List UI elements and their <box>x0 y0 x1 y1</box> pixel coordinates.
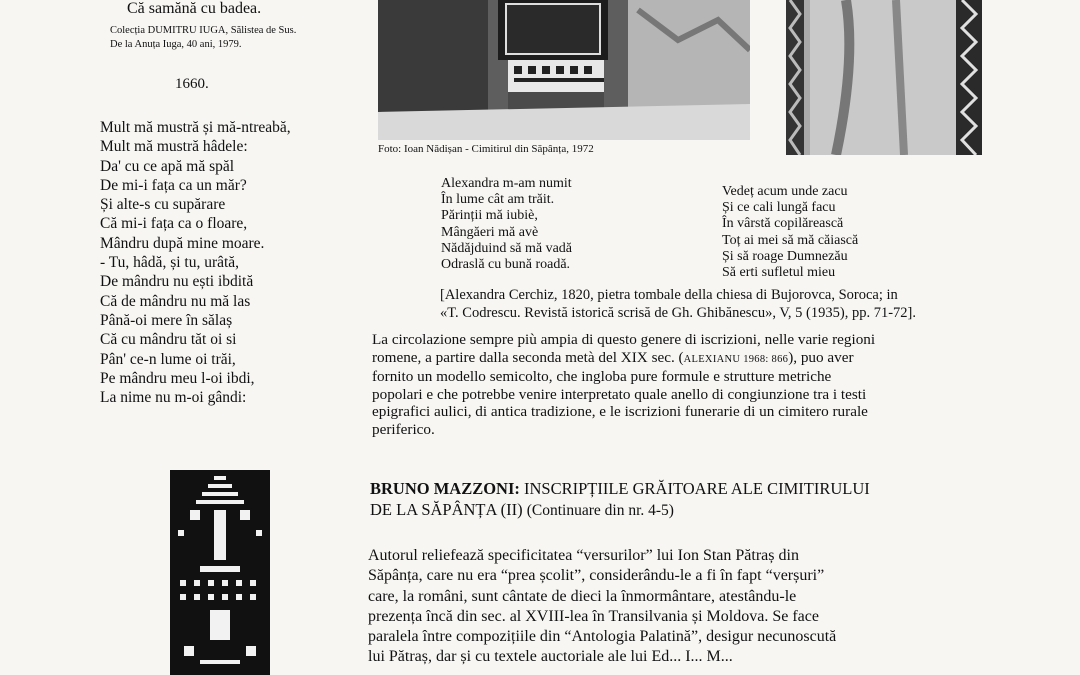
citation-reference: ALEXIANU 1968: 866 <box>683 353 789 365</box>
poem-line: De mi-i fața ca un măr? <box>100 176 247 194</box>
paragraph-line: fornito un modello semicolto, che ingloba pure formule e strutture metriche <box>372 368 832 385</box>
epitaph-line: Să erti sufletul mieu <box>722 265 836 281</box>
poem-line: Că de mândru nu mă las <box>100 292 251 310</box>
source-line-2: «T. Codrescu. Revistă istorică scrisă de Gh. Ghibănescu», V, 5 (1935), pp. 71-72]. <box>440 305 916 321</box>
epitaph-left-stanza <box>441 176 572 273</box>
epitaph-line: Și să roage Dumnezău <box>722 248 848 264</box>
cemetery-photo-image <box>378 0 750 140</box>
epitaph-line: Alexandra m-am numit <box>441 176 572 191</box>
paragraph-line: epigrafici aulici, di antica tradizione, e le iscrizioni funerarie di un cimitero rurale <box>372 403 868 420</box>
poem-line: Că mi-i fața ca o floare, <box>100 215 248 233</box>
epitaph-line: Toț ai mei să mă căiască <box>722 232 859 248</box>
paragraph-line: popolari e che potrebbe venire interpretato quale anello di congiunzione tra i testi <box>372 385 867 403</box>
paragraph-line: La circolazione sempre più ampia di questo genere di iscrizioni, nelle varie regioni <box>372 331 876 348</box>
poem-tail-line: Că samănă cu badea. <box>127 0 262 17</box>
review-heading <box>370 478 870 521</box>
paragraph-line: lui Pătraș, dar și cu textele auctoriale ale lui Ed... I... M... <box>368 648 733 666</box>
epitaph-line: Părinții mă iubiè, <box>441 208 538 224</box>
epitaph-line: Odraslă cu bună roadă. <box>441 257 571 273</box>
poem-line: Și alte-s cu supărare <box>100 196 226 214</box>
photo-caption: Foto: Ioan Nădișan - Cimitirul din Săpânța, 1972 <box>378 143 594 155</box>
epitaph-line: Nădăjduind să mă vadă <box>441 240 573 256</box>
poem-number: 1660. <box>175 76 209 92</box>
paragraph-line: Autorul reliefează specificitatea “versurilor” lui Ion Stan Pătraș din <box>368 547 799 564</box>
poem-line: Da' cu ce apă mă spăl <box>100 157 235 175</box>
author-name: BRUNO MAZZONI: <box>370 479 520 498</box>
carved-cross-image <box>786 0 982 155</box>
article-title-continued: DE LA SĂPÂNȚA (II) <box>370 500 523 519</box>
poem-line: Mult mă mustră hâdele: <box>100 138 248 156</box>
italian-paragraph <box>372 331 972 438</box>
paragraph-line: periferico. <box>372 420 435 438</box>
poem-line: De mândru nu ești ibdită <box>100 273 254 291</box>
folk-poem <box>100 118 291 407</box>
article-title: INSCRIPȚIILE GRĂITOARE ALE CIMITIRULUI <box>524 479 870 498</box>
poem-line: La nime nu m-oi gândi: <box>100 389 247 407</box>
paragraph-line <box>372 349 972 369</box>
epitaph-right-stanza <box>722 184 858 281</box>
paragraph-line: care, la români, sunt cântate de dieci la înmormântare, atestându-le <box>368 587 797 605</box>
line-text: romene, a partire dalla seconda metà del XIX sec. ( <box>372 348 684 366</box>
poem-line: Pân' ce-n lume oi trăi, <box>100 350 236 368</box>
epitaph-line: În lume cât am trăit. <box>441 192 555 208</box>
epitaph-line: Și ce cali lungă facu <box>722 200 836 216</box>
paragraph-line: paralela între compozițiile din “Antologia Palatină”, desigur necunoscută <box>368 628 837 646</box>
heading-line-2 <box>370 499 870 521</box>
line-text: ), puo aver <box>788 348 854 366</box>
poem-line: Pe mândru meu l-oi ibdi, <box>100 369 255 387</box>
poem-line: Până-oi mere în sălaș <box>100 311 233 329</box>
poem-line: Mult mă mustră și mă-ntreabă, <box>100 119 291 136</box>
carved-cross-photo <box>786 0 982 155</box>
continuation-note: (Continuare din nr. 4-5) <box>526 502 674 519</box>
heading-line-1 <box>370 478 870 499</box>
romanian-paragraph <box>368 546 976 668</box>
epitaph-line: Mângăeri mă avè <box>441 224 539 240</box>
poem-line: Mândru după mine moare. <box>100 234 265 252</box>
paragraph-line: prezența încă din sec. al XVIII-lea în Transilvania și Moldova. Se face <box>368 607 819 625</box>
poem-line: Că cu mândru tăt oi si <box>100 331 237 349</box>
credit-line-1: Colecția DUMITRU IUGA, Sălistea de Sus. <box>110 25 297 36</box>
collection-credit <box>110 24 296 52</box>
epitaph-line: Vedeț acum unde zacu <box>722 184 848 199</box>
epitaph-line: În vârstă copilărească <box>722 216 844 232</box>
source-line-1: [Alexandra Cerchiz, 1820, pietra tombale della chiesa di Bujorovca, Soroca; in <box>440 287 898 303</box>
credit-line-2: De la Anuța Iuga, 40 ani, 1979. <box>110 39 242 50</box>
textile-image <box>170 470 270 675</box>
textile-photo <box>170 470 270 675</box>
poem-line: - Tu, hâdă, și tu, urâtă, <box>100 254 240 272</box>
paragraph-line: Săpânța, care nu era “prea școlit”, considerându-le a fi în fapt “verșuri” <box>368 567 825 585</box>
cemetery-photo <box>378 0 750 140</box>
epitaph-source <box>440 286 916 322</box>
